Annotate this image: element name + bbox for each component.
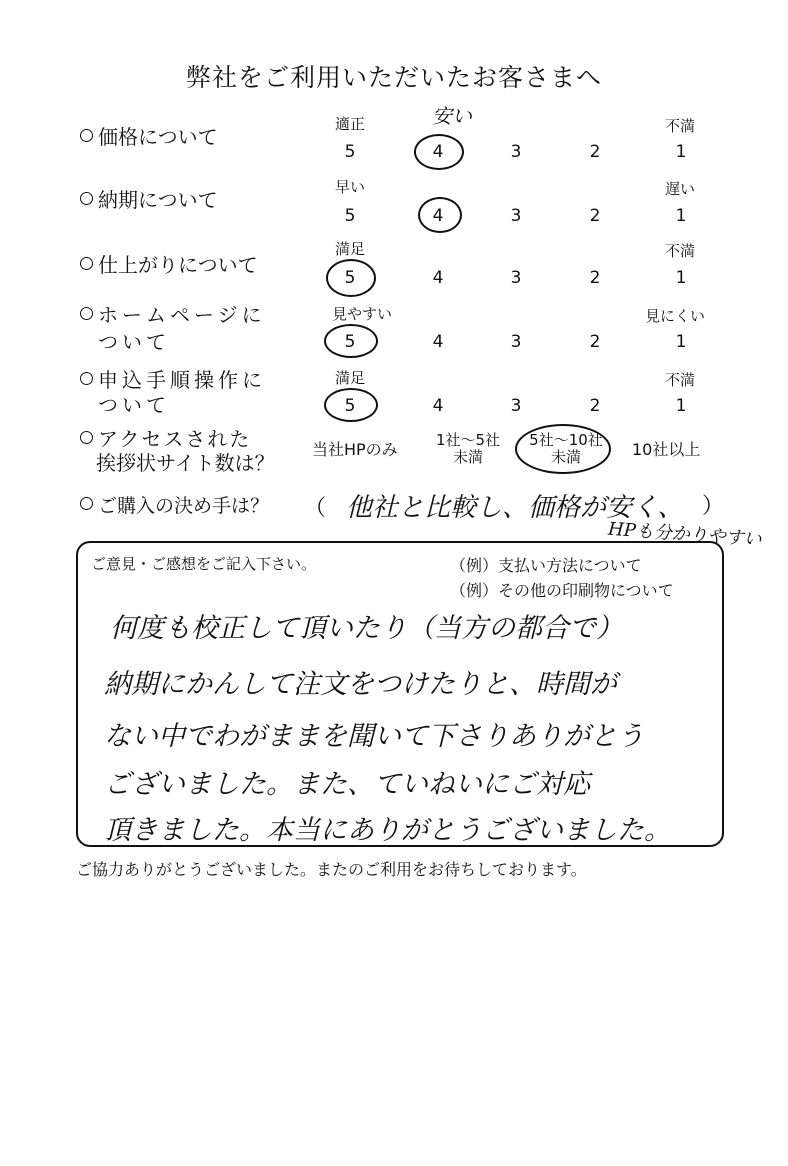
question-text: 納期について: [98, 188, 218, 212]
form-title: 弊社をご利用いただいたお客さまへ: [185, 63, 602, 92]
comment-line: 何度も校正して頂いたり（当方の都合で）: [110, 613, 623, 644]
scale-option[interactable]: 5: [344, 396, 356, 416]
scale-high-label: 見やすい: [332, 305, 393, 323]
scale-option[interactable]: 2: [589, 396, 601, 416]
access-option[interactable]: 当社HPのみ: [312, 440, 398, 459]
scale-option[interactable]: 3: [510, 268, 522, 288]
question-label: [80, 253, 258, 277]
access-option-line: 未満: [550, 448, 581, 466]
question-label: [80, 303, 266, 327]
question-label: [80, 427, 251, 451]
scale-high-label: 満足: [335, 240, 366, 258]
question-text-cont: 挨拶状サイト数は？: [96, 451, 275, 475]
access-option[interactable]: [428, 432, 508, 466]
scale-option[interactable]: 4: [432, 206, 444, 226]
comment-line: 納期にかんして注文をつけたりと、時間が: [104, 669, 617, 700]
scale-option[interactable]: 3: [510, 332, 522, 352]
handwritten-answer-extra: HPも分かりやすい: [607, 518, 763, 551]
scale-option[interactable]: 1: [675, 268, 687, 288]
selection-circle: [515, 424, 611, 474]
selection-circle: [326, 259, 376, 297]
comment-line: ない中でわがままを聞いて下さりありがとう: [104, 721, 644, 752]
bullet-ring-icon: [80, 192, 93, 205]
scale-option[interactable]: 4: [432, 142, 444, 162]
bullet-ring-icon: [80, 129, 93, 142]
open-paren: （: [304, 496, 327, 521]
scale-option[interactable]: 3: [510, 206, 522, 226]
selection-circle: [324, 324, 378, 358]
scale-high-label: 適正: [335, 115, 366, 133]
bullet-ring-icon: [80, 431, 93, 444]
comment-line: ございました。また、ていねいにご対応: [104, 769, 590, 800]
scale-low-label: 不満: [665, 371, 696, 389]
scale-option[interactable]: 2: [589, 268, 601, 288]
comment-line: 頂きました。本当にありがとうございました。: [104, 815, 671, 846]
comment-prompt: ご意見・ご感想をご記入下さい。: [91, 555, 317, 573]
question-text-cont: ついて: [98, 330, 170, 354]
scale-option[interactable]: 4: [432, 332, 444, 352]
question-text: ホームページに: [98, 303, 266, 327]
bullet-ring-icon: [80, 497, 93, 510]
question-text: 価格について: [98, 125, 218, 149]
scale-option[interactable]: 2: [589, 142, 601, 162]
scale-option[interactable]: 1: [675, 396, 687, 416]
scale-option[interactable]: 4: [432, 396, 444, 416]
scale-low-label: 不満: [665, 242, 696, 260]
close-paren: ）: [702, 494, 725, 519]
footer-thanks: ご協力ありがとうございました。またのご利用をお待ちしております。: [76, 860, 587, 879]
question-label: [80, 368, 266, 392]
access-option[interactable]: 10社以上: [632, 440, 701, 459]
bullet-ring-icon: [80, 307, 93, 320]
scale-option[interactable]: 2: [589, 332, 601, 352]
question-text: 仕上がりについて: [98, 253, 258, 277]
selection-circle: [324, 388, 378, 422]
scale-option[interactable]: 3: [510, 142, 522, 162]
comment-example: （例）その他の印刷物について: [450, 581, 674, 600]
scale-option[interactable]: 4: [432, 268, 444, 288]
question-text: 申込手順操作に: [98, 368, 266, 392]
selection-circle: [414, 134, 464, 170]
scale-high-label: 早い: [335, 178, 366, 196]
scale-high-label: 満足: [335, 369, 366, 387]
selection-circle: [418, 197, 462, 233]
scale-option[interactable]: 1: [675, 332, 687, 352]
scale-low-label: 遅い: [665, 180, 696, 198]
scale-low-label: 見にくい: [645, 307, 706, 325]
comment-example: （例）支払い方法について: [450, 556, 642, 575]
scale-option[interactable]: 1: [675, 142, 687, 162]
question-label: [80, 188, 218, 212]
access-option-line: 未満: [452, 448, 483, 466]
scale-option[interactable]: 5: [344, 332, 356, 352]
access-option-line: 5社～10社: [529, 431, 603, 449]
scale-option[interactable]: 5: [344, 142, 356, 162]
question-text: アクセスされた: [98, 427, 252, 451]
question-text: ご購入の決め手は？: [98, 495, 270, 517]
bullet-ring-icon: [80, 372, 93, 385]
question-text-cont: ついて: [98, 393, 170, 417]
bullet-ring-icon: [80, 257, 93, 270]
scale-option[interactable]: 5: [344, 268, 356, 288]
scale-low-label: 不満: [665, 117, 696, 135]
handwritten-note: 安い: [432, 104, 472, 128]
scale-option[interactable]: 5: [344, 206, 356, 226]
question-label: [80, 125, 218, 149]
question-label: [80, 494, 269, 518]
scale-option[interactable]: 3: [510, 396, 522, 416]
access-option-line: 1社～5社: [435, 431, 501, 449]
handwritten-answer[interactable]: 他社と比較し、価格が安く、: [346, 493, 684, 523]
scale-option[interactable]: 2: [589, 206, 601, 226]
scale-option[interactable]: 1: [675, 206, 687, 226]
